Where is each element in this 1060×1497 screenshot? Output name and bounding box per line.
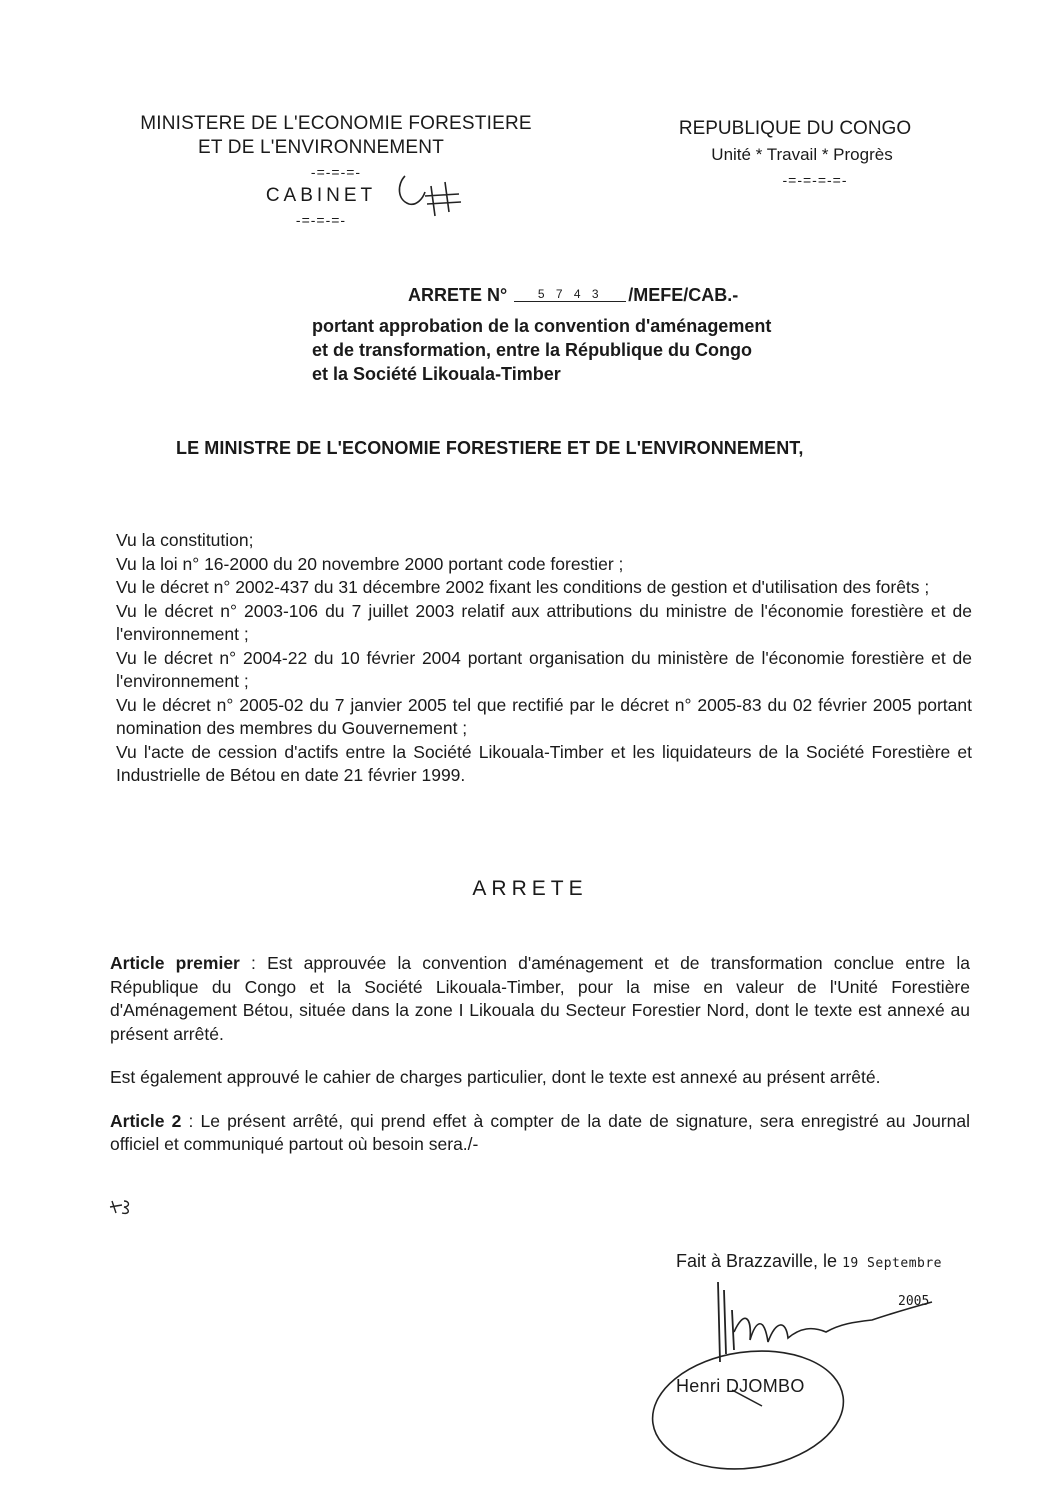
header-separator-2: -=-=-=- (295, 212, 347, 228)
visa-item: Vu le décret n° 2002-437 du 31 décembre 2002 fixant les conditions de gestion et d'utilisation des forêts ; (116, 577, 930, 597)
republic-header (640, 116, 950, 192)
place-date-line (676, 1251, 942, 1272)
visa-item: Vu l'acte de cession d'actifs entre la Société Likouala-Timber et les liquidateurs de la Société Forestière et Industrielle de Bétou en date 21 février 1999. (116, 741, 972, 785)
articles-section (110, 952, 970, 1177)
article-2-text: : Le présent arrêté, qui prend effet à compter de la date de signature, sera enregistré au Journal officiel et communiqué partout où besoin sera./- (110, 1110, 971, 1154)
header-separator-1: -=-=-=- (310, 164, 362, 180)
article-1-label: Article premier (110, 953, 240, 973)
subject-line: et la Société Likouala-Timber (312, 364, 561, 384)
article-1-paragraph-2: Est également approuvé le cahier de charges particulier, dont le texte est annexé au présent arrêté. (110, 1067, 881, 1087)
decree-prefix: ARRETE N° (408, 285, 508, 305)
visa-item: Vu la constitution; (116, 530, 254, 550)
ministry-name-line2: ET DE L'ENVIRONNEMENT (197, 137, 445, 158)
signature-date: 19 Septembre (842, 1256, 942, 1271)
cabinet-text: CABINET (265, 185, 377, 206)
republic-separator: -=-=-=-=- (782, 172, 848, 188)
article-2-label: Article 2 (110, 1110, 182, 1131)
article-1 (110, 952, 970, 1046)
visa-item: Vu le décret n° 2004-22 du 10 février 2004 portant organisation du ministère de l'économie forestière et de l'environnement ; (116, 647, 972, 691)
decree-suffix: /MEFE/CAB.- (628, 285, 739, 305)
handwritten-initials-mark (395, 170, 465, 220)
article-2 (110, 1110, 970, 1157)
signer-name: Henri DJOMBO (676, 1376, 805, 1396)
handwritten-mark (108, 1197, 134, 1217)
visa-item: Vu le décret n° 2005-02 du 7 janvier 2005 tel que rectifié par le décret n° 2005-83 du 02 février 2005 portant nomination des membres du Gouvernement ; (116, 694, 972, 738)
signature-year: 2005 (898, 1294, 930, 1309)
subject-line: et de transformation, entre la République du Congo (312, 340, 753, 360)
national-motto: Unité * Travail * Progrès (711, 145, 893, 164)
place-label: Fait à Brazzaville, le (676, 1251, 838, 1271)
visa-item: Vu la loi n° 16-2000 du 20 novembre 2000 portant code forestier ; (116, 553, 624, 574)
subject-line: portant approbation de la convention d'aménagement (312, 316, 772, 336)
country-name: REPUBLIQUE DU CONGO (678, 118, 912, 139)
visa-item: Vu le décret n° 2003-106 du 7 juillet 2003 relatif aux attributions du ministre de l'économie forestière et de l'environnement ; (116, 600, 972, 644)
ministry-name-line1: MINISTERE DE L'ECONOMIE FORESTIERE (140, 113, 532, 134)
arrete-heading: ARRETE (472, 877, 588, 900)
cabinet-label (66, 184, 576, 208)
visas-list (116, 529, 972, 788)
article-1-text: : Est approuvée la convention d'aménagement et de transformation conclue entre la République du Congo et la Société Likouala-Timber, pour la mise en valeur de l'Unité Forestière d'Aménagement Bétou, située dans la zone I Likouala du Secteur Forestier Nord, dont le texte est annexé au présent arrêté. (110, 953, 970, 1044)
handwritten-signature (640, 1270, 970, 1470)
minister-heading: LE MINISTRE DE L'ECONOMIE FORESTIERE ET DE L'ENVIRONNEMENT, (176, 438, 804, 458)
decree-subject (312, 314, 912, 386)
ministry-header (96, 112, 576, 232)
decree-number: 5 7 4 3 (514, 287, 626, 302)
decree-number-line (408, 285, 738, 306)
